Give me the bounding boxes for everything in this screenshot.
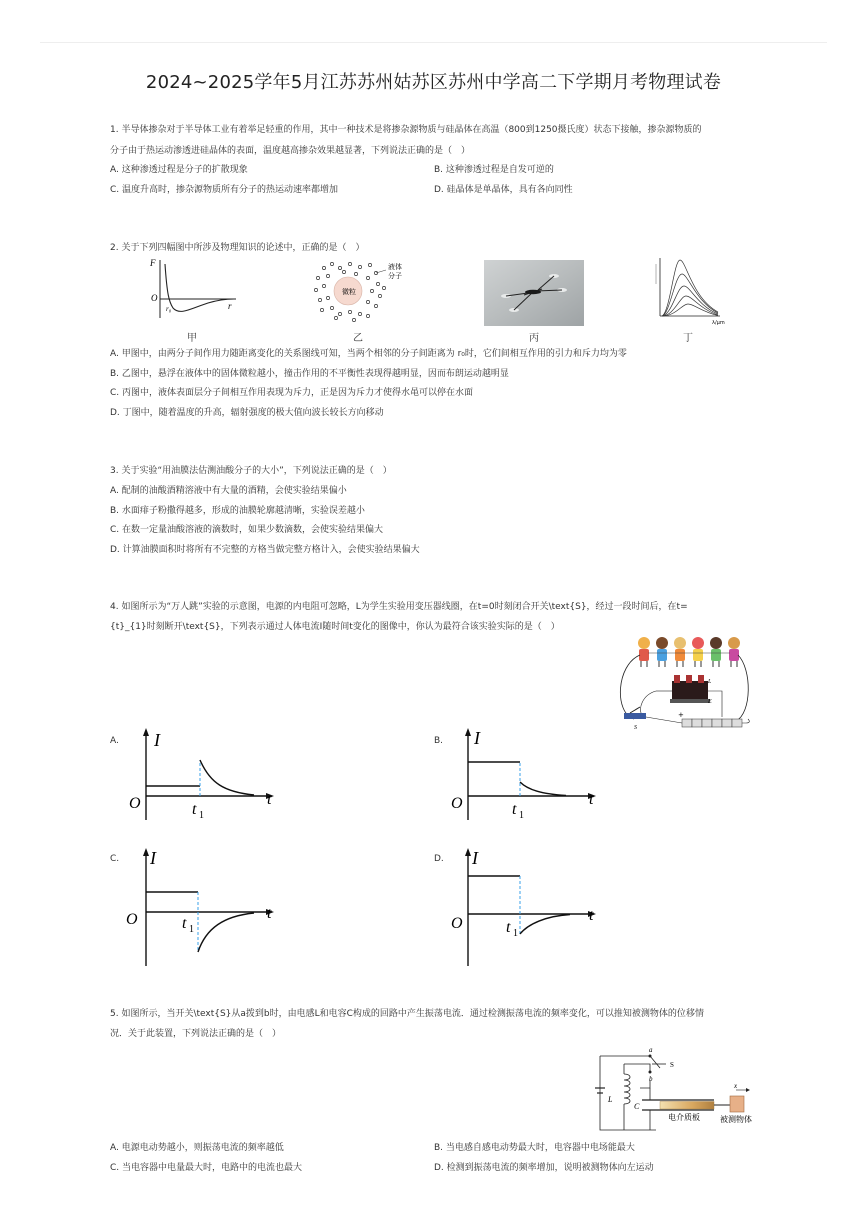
q5-stem-line2: 况．关于此装置，下列说法正确的是（ ）	[110, 1029, 282, 1039]
q2-fig2-label-line1: 液体	[388, 263, 402, 271]
q4-graph-d-t-label: t	[589, 907, 594, 924]
q4-circuit-L-label: L	[708, 679, 712, 685]
q1-stem-line1: 1. 半导体掺杂对于半导体工业有着举足轻重的作用，其中一种技术是将掺杂源物质与硅晶体在高温（800到1250摄氏度）状态下接触，掺杂源物质的	[110, 125, 702, 135]
q5-option-a[interactable]: A. 电源电动势越小，则振荡电流的频率越低	[110, 1143, 284, 1153]
q2-option-b[interactable]: B. 乙图中，悬浮在液体中的固体微粒越小，撞击作用的不平衡性表现得越明显，因而布朗运动越明显	[110, 369, 509, 379]
q2-figure-water-strider-photo	[484, 260, 584, 326]
q4-graph-d-t1-sub: 1	[513, 928, 518, 939]
q2-figure-force-curve	[148, 256, 240, 326]
q2-fig1-O-label: O	[151, 293, 158, 303]
q4-circuit-figure	[612, 633, 754, 733]
q5-fig-a-label: a	[649, 1046, 653, 1054]
q2-caption-bing: 丙	[529, 333, 539, 344]
q4-option-a-label[interactable]: A.	[110, 736, 119, 746]
q1-stem-line2: 分子由于热运动渗透进硅晶体的表面，温度越高掺杂效果越显著，下列说法正确的是（ ）	[110, 146, 471, 156]
q5-fig-C-label: C	[634, 1102, 640, 1111]
q4-graph-c-I-label: I	[150, 848, 156, 868]
q1-option-b[interactable]: B. 这种渗透过程是自发可逆的	[434, 165, 554, 175]
q2-option-a[interactable]: A. 甲图中，由两分子间作用力随距离变化的关系图线可知，当两个相邻的分子间距离为 r₀时，它们间相互作用的引力和斥力均为零	[110, 349, 627, 359]
q2-option-d[interactable]: D. 丁图中，随着温度的升高，辐射强度的极大值向波长较长方向移动	[110, 408, 384, 418]
q3-option-d[interactable]: D. 计算油膜面积时将所有不完整的方格当做完整方格计入，会使实验结果偏大	[110, 545, 420, 555]
q5-fig-L-label: L	[608, 1095, 613, 1104]
q4-graph-b-t1-sub: 1	[519, 810, 524, 821]
q2-fig1-r0-label: r₀	[166, 305, 172, 313]
q4-option-c-label[interactable]: C.	[110, 854, 120, 864]
q4-graph-a-I-label: I	[154, 730, 160, 750]
q4-graph-a-t-label: t	[267, 791, 272, 808]
q4-graph-c-t1-sub: 1	[189, 924, 194, 935]
q4-graph-d[interactable]	[446, 848, 606, 968]
q4-graph-b-O-label: O	[451, 795, 463, 812]
q4-graph-c[interactable]	[124, 848, 284, 968]
q2-caption-yi: 乙	[353, 333, 363, 344]
svg-text:λ/μm: λ/μm	[712, 320, 725, 326]
q3-stem: 3. 关于实验“用油膜法估测油酸分子的大小”，下列说法正确的是（ ）	[110, 466, 392, 476]
q2-option-c[interactable]: C. 丙图中，液体表面层分子间相互作用表现为斥力，正是因为斥力才使得水黾可以停在水面	[110, 388, 474, 398]
q4-graph-b-t-label: t	[589, 791, 594, 808]
q4-circuit-S-label: S	[634, 725, 637, 731]
q4-graph-a-O-label: O	[129, 795, 141, 812]
q5-stem-line1: 5. 如图所示，当开关\text{S}从a拨到b时，由电感L和电容C构成的回路中产生振荡电流．通过检测振荡电流的频率变化，可以推知被测物体的位移情	[110, 1009, 704, 1019]
q2-figure-brownian	[310, 258, 408, 324]
q4-stem-line1: 4. 如图所示为“万人跳”实验的示意图，电源的内电阻可忽略，L为学生实验用变压器线圈，在t=0时刻闭合开关\text{S}，经过一段时间后，在t=	[110, 602, 688, 612]
q2-stem: 2. 关于下列四幅图中所涉及物理知识的论述中，正确的是（ ）	[110, 243, 365, 253]
svg-text:+: +	[678, 711, 684, 719]
q5-fig-x-label: x	[734, 1082, 738, 1090]
q5-fig-b-label: b	[649, 1075, 653, 1083]
q4-graph-c-O-label: O	[126, 911, 138, 928]
q4-option-d-label[interactable]: D.	[434, 854, 444, 864]
q2-fig1-F-label: F	[150, 258, 156, 268]
q3-option-a[interactable]: A. 配制的油酸酒精溶液中有大量的酒精，会使实验结果偏小	[110, 486, 347, 496]
q5-lc-circuit-figure	[594, 1044, 764, 1136]
q4-graph-b-I-label: I	[474, 728, 480, 748]
q3-option-c[interactable]: C. 在数一定量油酸溶液的滴数时，如果少数滴数，会使实验结果偏大	[110, 525, 384, 535]
q5-option-c[interactable]: C. 当电容器中电量最大时，电路中的电流也最大	[110, 1163, 303, 1173]
q2-fig2-center-label: 微粒	[342, 288, 356, 296]
q1-option-a[interactable]: A. 这种渗透过程是分子的扩散现象	[110, 165, 248, 175]
q3-option-b[interactable]: B. 水面痱子粉撒得越多，形成的油膜轮廓越清晰，实验误差越小	[110, 506, 365, 516]
header-divider	[40, 42, 827, 43]
q5-fig-dielectric-label: 电介质板	[668, 1113, 700, 1122]
q2-caption-ding: 丁	[683, 333, 693, 344]
q2-caption-jia: 甲	[187, 333, 197, 344]
q5-option-d[interactable]: D. 检测到振荡电流的频率增加，说明被测物体向左运动	[434, 1163, 654, 1173]
q4-children-group	[638, 637, 740, 667]
q5-option-b[interactable]: B. 当电感自感电动势最大时，电容器中电场能最大	[434, 1143, 635, 1153]
q4-graph-a-t1-label: t	[192, 801, 197, 818]
q4-graph-d-t1-label: t	[506, 919, 511, 936]
q4-circuit-E-label: E	[708, 699, 712, 705]
q5-fig-S-label: S	[670, 1061, 674, 1069]
q1-option-d[interactable]: D. 硅晶体是单晶体，具有各向同性	[434, 185, 573, 195]
q4-graph-a[interactable]	[124, 728, 284, 826]
q4-graph-d-O-label: O	[451, 915, 463, 932]
q4-graph-b-t1-label: t	[512, 801, 517, 818]
q2-fig2-label-line2: 分子	[388, 272, 402, 280]
q4-graph-c-t-label: t	[267, 905, 272, 922]
q4-option-b-label[interactable]: B.	[434, 736, 444, 746]
q2-fig1-r-label: r	[228, 301, 232, 311]
q4-stem-line2: {t}_{1}时刻断开\text{S}，下列表示通过人体电流I随时间t变化的图像中，你认为最符合该实验实际的是（ ）	[110, 622, 560, 632]
q2-figure-blackbody	[652, 254, 724, 326]
q4-graph-c-t1-label: t	[182, 915, 187, 932]
q4-graph-d-I-label: I	[472, 848, 478, 868]
q4-graph-a-t1-sub: 1	[199, 810, 204, 821]
q1-option-c[interactable]: C. 温度升高时，掺杂源物质所有分子的热运动速率都增加	[110, 185, 339, 195]
q4-graph-b[interactable]	[446, 728, 606, 826]
q5-fig-object-label: 被测物体	[720, 1115, 752, 1124]
page-title: 2024~2025学年5月江苏苏州姑苏区苏州中学高二下学期月考物理试卷	[145, 72, 722, 93]
